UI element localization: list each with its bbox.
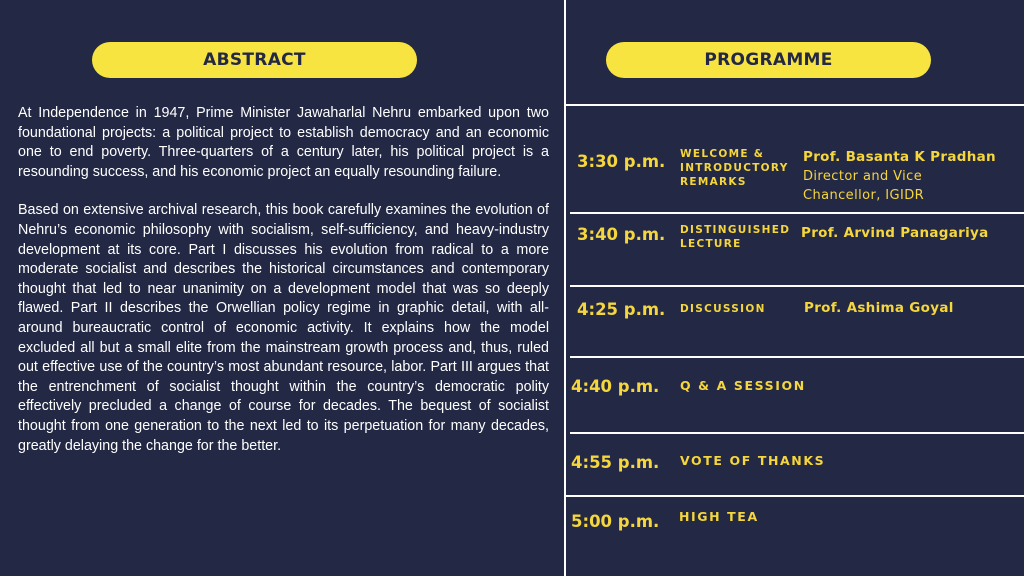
- row-divider: [570, 356, 1024, 358]
- programme-item-label: DISCUSSION: [680, 303, 766, 315]
- row-divider: [570, 285, 1024, 287]
- programme-item-label: VOTE OF THANKS: [680, 453, 826, 468]
- abstract-body: [18, 104, 549, 475]
- programme-item-label: HIGH TEA: [679, 509, 759, 524]
- programme-heading: [606, 42, 931, 78]
- programme-time: 4:55 p.m.: [571, 453, 660, 472]
- programme-speaker-title: Director and Vice Chancellor, IGIDR: [803, 169, 925, 203]
- row-divider: [564, 104, 1024, 106]
- abstract-heading: [92, 42, 417, 78]
- abstract-paragraph: At Independence in 1947, Prime Minister Jawaharlal Nehru embarked upon two foundational projects: a political project to establish democracy and an economic one to end poverty. Three-quarters of a century later, his political project is a resounding success, and his economic project an equally resounding failure.: [18, 105, 549, 180]
- programme-speaker: Prof. Arvind Panagariya: [801, 225, 989, 241]
- programme-item-label: Q & A SESSION: [680, 378, 806, 393]
- programme-time: 3:30 p.m.: [577, 152, 666, 171]
- programme-time: 3:40 p.m.: [577, 225, 666, 244]
- programme-time: 4:25 p.m.: [577, 300, 666, 319]
- programme-time: 4:40 p.m.: [571, 377, 660, 396]
- row-divider: [566, 495, 1024, 497]
- column-divider: [564, 0, 566, 576]
- programme-speaker: Prof. Basanta K Pradhan: [803, 149, 996, 165]
- programme-speaker: Prof. Ashima Goyal: [804, 300, 954, 316]
- row-divider: [570, 432, 1024, 434]
- abstract-paragraph: Based on extensive archival research, this book carefully examines the evolution of Nehru’s economic philosophy with socialism, self-sufficiency, and heavy-industry development at its core. Part I discusses his evolution from radical to a more moderate socialist and describes the historical circumstances and contemporary thought that led to near unanimity on a development model that was so deeply flawed. Part II describes the Orwellian policy regime in graphic detail, with all-around bureaucratic control of economic activity. It explains how the model excluded all but a small elite from the mainstream growth process and, thus, ruled out effective use of the country’s most abundant resource, labor. Part III argues that the entrenchment of socialist thought within the country’s democratic polity effectively precluded a change of course for decades. The bequest of socialist thought from one generation to the next led to its perpetuation for many decades, greatly delaying the change for the better.: [18, 202, 549, 454]
- abstract-heading-text: ABSTRACT: [203, 50, 306, 70]
- programme-item-label: DISTINGUISHED LECTURE: [680, 224, 791, 250]
- programme-heading-text: PROGRAMME: [704, 50, 833, 70]
- row-divider: [570, 212, 1024, 214]
- programme-item-label: WELCOME & INTRODUCTORY REMARKS: [680, 148, 789, 188]
- programme-time: 5:00 p.m.: [571, 512, 660, 531]
